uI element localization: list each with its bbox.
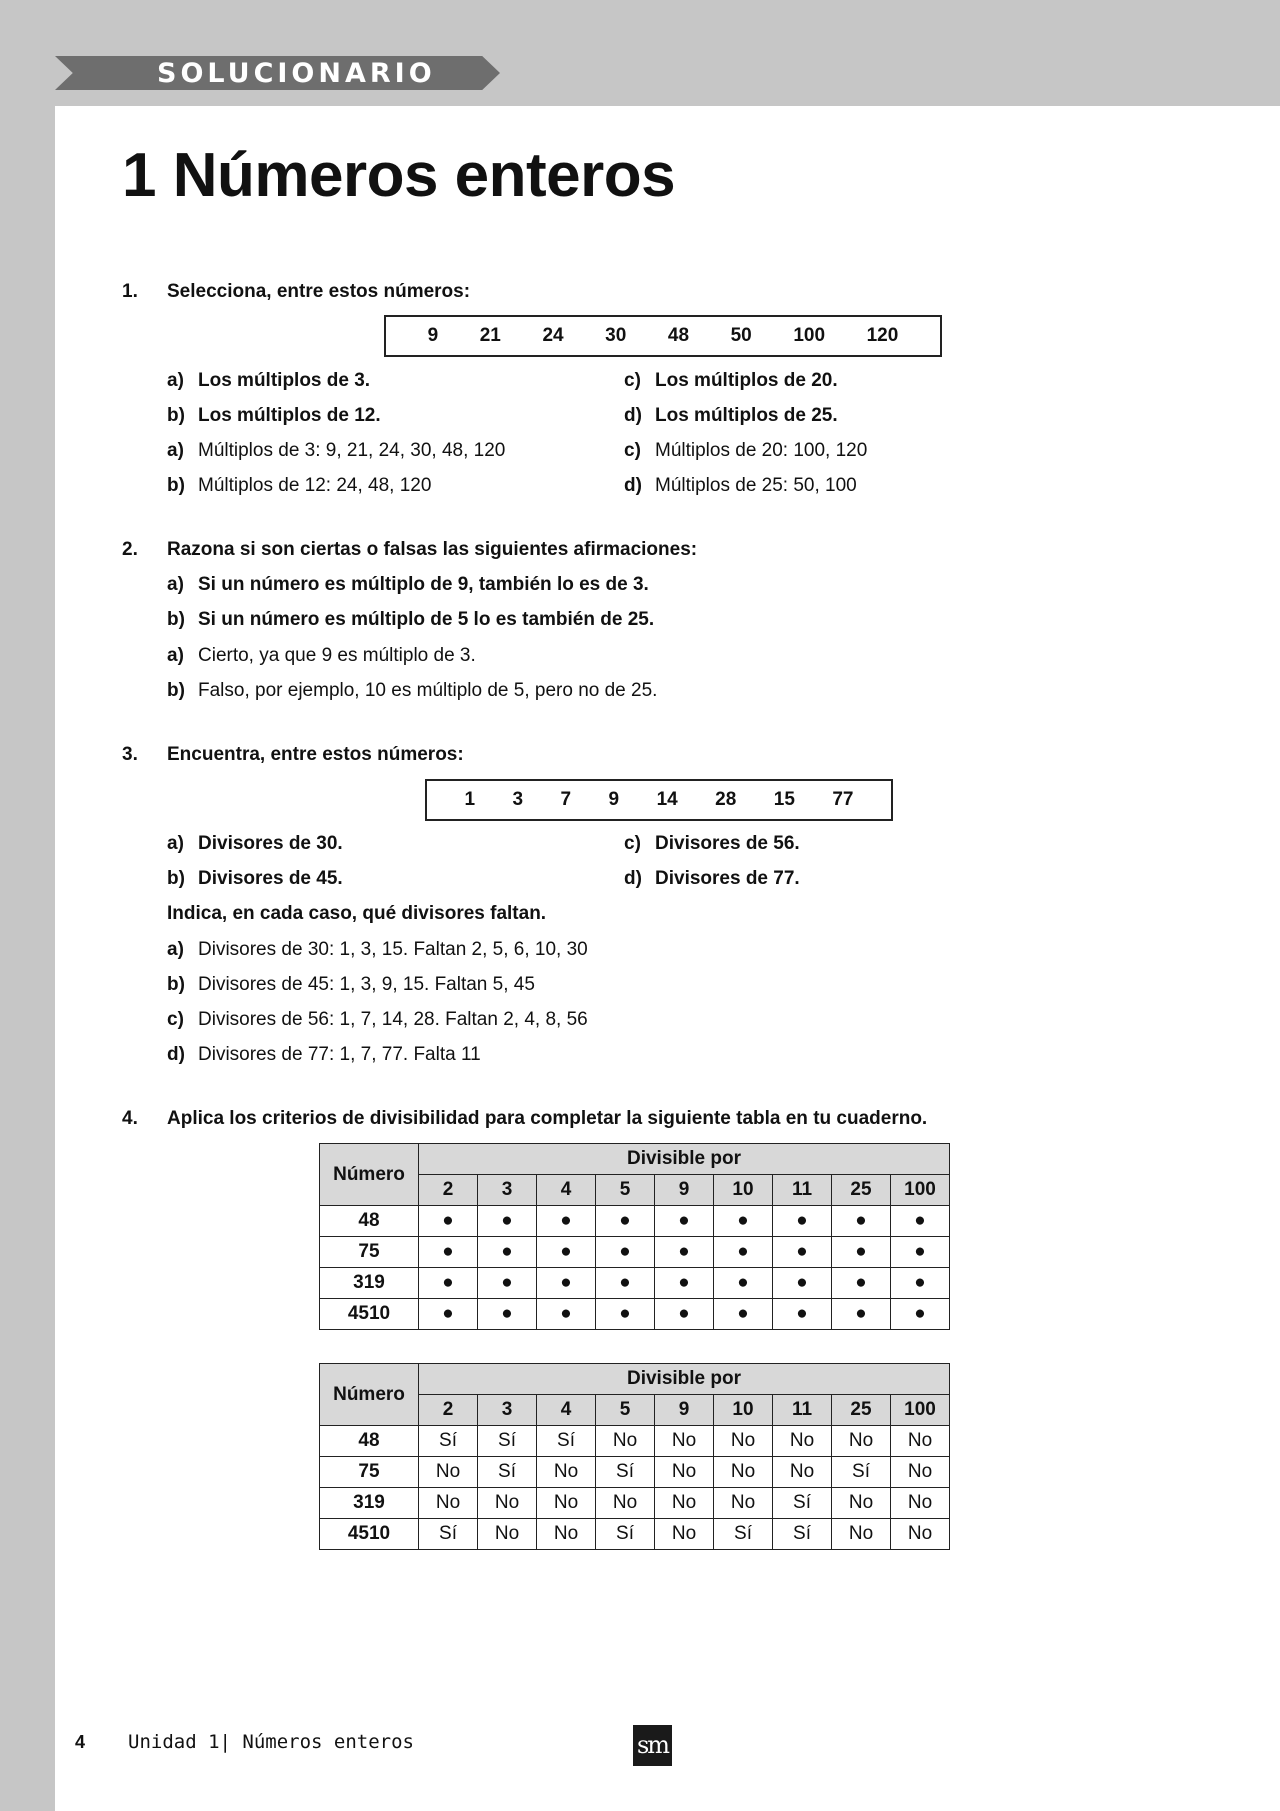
item-text: Divisores de 45. (198, 868, 343, 889)
answer-text: Múltiplos de 3: 9, 21, 24, 30, 48, 120 (198, 440, 506, 461)
blank-cell: ● (773, 1299, 832, 1330)
q3-prompt: Encuentra, entre estos números: (167, 744, 464, 765)
divisor-header: 100 (891, 1175, 950, 1206)
blank-cell: ● (891, 1299, 950, 1330)
blank-cell: ● (714, 1268, 773, 1299)
q1-item-c (624, 370, 838, 392)
divisor-header: 5 (596, 1395, 655, 1426)
answer-cell: No (596, 1488, 655, 1519)
q3-number-item: 15 (773, 789, 795, 810)
answer-label: a) (167, 645, 184, 666)
blank-cell: ● (537, 1299, 596, 1330)
divisor-header: 25 (832, 1175, 891, 1206)
answer-cell: Sí (773, 1519, 832, 1550)
blank-cell: ● (832, 1299, 891, 1330)
q3-number-item: 1 (464, 789, 476, 810)
blank-cell: ● (596, 1268, 655, 1299)
divisor-header: 2 (419, 1175, 478, 1206)
answer-text: Cierto, ya que 9 es múltiplo de 3. (198, 645, 476, 666)
q3-item-a (167, 833, 343, 855)
divisor-header: 9 (655, 1395, 714, 1426)
table-row (320, 1237, 950, 1268)
item-text: Los múltiplos de 20. (655, 370, 838, 391)
table-row (320, 1457, 950, 1488)
item-label: a) (167, 370, 184, 391)
answer-cell: No (655, 1426, 714, 1457)
item-text: Si un número es múltiplo de 5 lo es también de 25. (198, 609, 655, 630)
row-number: 75 (320, 1237, 419, 1268)
q3-answer-d (167, 1044, 481, 1066)
item-label: a) (167, 833, 184, 854)
divisor-header: 5 (596, 1175, 655, 1206)
q3-answer-c (167, 1009, 588, 1031)
answer-text: Múltiplos de 20: 100, 120 (655, 440, 868, 461)
divisor-header: 25 (832, 1395, 891, 1426)
q3-answer-a (167, 939, 588, 961)
table-row (320, 1206, 950, 1237)
divisor-header: 11 (773, 1175, 832, 1206)
answer-cell: No (714, 1426, 773, 1457)
answer-cell: No (655, 1457, 714, 1488)
q2-prompt: Razona si son ciertas o falsas las siguientes afirmaciones: (167, 539, 698, 560)
q3-number-item: 77 (832, 789, 854, 810)
col-header-divisible: Divisible por (419, 1364, 950, 1395)
item-label: d) (624, 868, 642, 889)
q3-item-b (167, 868, 343, 890)
q1-answer-c (624, 440, 867, 462)
item-label: a) (167, 574, 184, 595)
q2-answer-a (167, 645, 476, 667)
q3-item-d (624, 868, 800, 890)
col-header-divisible: Divisible por (419, 1144, 950, 1175)
q2-item-b (167, 609, 654, 631)
answer-cell: No (419, 1457, 478, 1488)
answer-cell: No (537, 1488, 596, 1519)
divisor-header: 10 (714, 1395, 773, 1426)
item-label: c) (624, 833, 641, 854)
answer-cell: No (537, 1457, 596, 1488)
q3-number: 3. (122, 744, 138, 765)
blank-cell: ● (478, 1206, 537, 1237)
q4-prompt: Aplica los criterios de divisibilidad para completar la siguiente tabla en tu cuaderno. (167, 1108, 928, 1129)
q1-item-a (167, 370, 370, 392)
answer-text: Divisores de 77: 1, 7, 77. Falta 11 (198, 1044, 481, 1065)
blank-cell: ● (596, 1206, 655, 1237)
blank-cell: ● (891, 1237, 950, 1268)
unit-label: Unidad 1| Números enteros (128, 1731, 414, 1753)
q3-answer-b (167, 974, 535, 996)
answer-label: a) (167, 440, 184, 461)
answer-cell: No (596, 1426, 655, 1457)
answer-label: d) (167, 1044, 185, 1065)
col-header-numero: Número (320, 1144, 419, 1206)
sm-logo: sm (633, 1725, 672, 1766)
blank-cell: ● (655, 1299, 714, 1330)
q2-answer-b (167, 680, 657, 702)
blank-cell: ● (419, 1237, 478, 1268)
blank-cell: ● (832, 1206, 891, 1237)
blank-cell: ● (773, 1206, 832, 1237)
q3-number-item: 14 (656, 789, 678, 810)
row-number: 48 (320, 1426, 419, 1457)
answer-cell: No (891, 1426, 950, 1457)
blank-cell: ● (537, 1237, 596, 1268)
q3-item-c (624, 833, 800, 855)
answer-cell: Sí (773, 1488, 832, 1519)
q1-prompt: Selecciona, entre estos números: (167, 281, 471, 302)
item-text: Divisores de 77. (655, 868, 800, 889)
q1-number-item: 50 (730, 325, 752, 346)
q3-subprompt: Indica, en cada caso, qué divisores faltan. (167, 903, 547, 924)
divisor-header: 2 (419, 1395, 478, 1426)
answer-text: Divisores de 56: 1, 7, 14, 28. Faltan 2, 4, 8, 56 (198, 1009, 588, 1030)
table-row (320, 1426, 950, 1457)
q1-item-d (624, 405, 838, 427)
q3-number-item: 3 (512, 789, 524, 810)
answer-cell: No (419, 1488, 478, 1519)
row-number: 75 (320, 1457, 419, 1488)
answer-cell: No (714, 1457, 773, 1488)
col-header-numero: Número (320, 1364, 419, 1426)
answer-label: d) (624, 475, 642, 496)
blank-cell: ● (537, 1206, 596, 1237)
blank-cell: ● (655, 1237, 714, 1268)
row-number: 4510 (320, 1299, 419, 1330)
table-row (320, 1268, 950, 1299)
q1-number: 1. (122, 281, 138, 302)
q1-number-item: 48 (667, 325, 690, 346)
answer-cell: No (773, 1457, 832, 1488)
q3-number-box (425, 779, 893, 821)
table-row (320, 1299, 950, 1330)
item-text: Los múltiplos de 25. (655, 405, 838, 426)
row-number: 4510 (320, 1519, 419, 1550)
q1-item-b (167, 405, 381, 427)
item-text: Divisores de 30. (198, 833, 343, 854)
answer-cell: Sí (596, 1457, 655, 1488)
divisor-header: 11 (773, 1395, 832, 1426)
q1-answer-d (624, 475, 857, 497)
answer-text: Falso, por ejemplo, 10 es múltiplo de 5, pero no de 25. (198, 680, 658, 701)
blank-cell: ● (419, 1299, 478, 1330)
blank-cell: ● (714, 1206, 773, 1237)
answer-cell: No (891, 1488, 950, 1519)
answer-text: Divisores de 30: 1, 3, 15. Faltan 2, 5, 6, 10, 30 (198, 939, 588, 960)
q4-number: 4. (122, 1108, 138, 1129)
item-label: b) (167, 868, 185, 889)
answer-cell: No (478, 1488, 537, 1519)
divisor-header: 9 (655, 1175, 714, 1206)
q1-number-item: 24 (542, 325, 564, 346)
item-text: Si un número es múltiplo de 9, también lo es de 3. (198, 574, 649, 595)
divisor-header: 3 (478, 1175, 537, 1206)
q3-number-item: 7 (560, 789, 572, 810)
item-label: b) (167, 405, 185, 426)
q3-number-item: 28 (715, 789, 737, 810)
answer-cell: No (714, 1488, 773, 1519)
blank-cell: ● (891, 1206, 950, 1237)
answer-text: Múltiplos de 25: 50, 100 (655, 475, 857, 496)
answer-label: b) (167, 680, 185, 701)
blank-cell: ● (714, 1237, 773, 1268)
item-label: d) (624, 405, 642, 426)
item-text: Los múltiplos de 3. (198, 370, 371, 391)
q1-answer-b (167, 475, 431, 497)
divisibility-table-answers (319, 1363, 950, 1550)
answer-label: a) (167, 939, 184, 960)
divisor-header: 10 (714, 1175, 773, 1206)
answer-cell: No (832, 1488, 891, 1519)
answer-cell: Sí (596, 1519, 655, 1550)
blank-cell: ● (419, 1268, 478, 1299)
item-text: Los múltiplos de 12. (198, 405, 381, 426)
answer-cell: No (832, 1426, 891, 1457)
q1-number-item: 9 (427, 325, 439, 346)
row-number: 319 (320, 1268, 419, 1299)
q1-number-box (384, 315, 942, 357)
item-text: Divisores de 56. (655, 833, 800, 854)
blank-cell: ● (773, 1268, 832, 1299)
answer-cell: No (891, 1457, 950, 1488)
blank-cell: ● (773, 1237, 832, 1268)
divisibility-table-blank (319, 1143, 950, 1330)
answer-cell: Sí (419, 1426, 478, 1457)
answer-label: c) (167, 1009, 184, 1030)
blank-cell: ● (478, 1268, 537, 1299)
answer-label: c) (624, 440, 641, 461)
answer-text: Divisores de 45: 1, 3, 9, 15. Faltan 5, 45 (198, 974, 535, 995)
row-number: 48 (320, 1206, 419, 1237)
blank-cell: ● (596, 1299, 655, 1330)
answer-cell: Sí (832, 1457, 891, 1488)
blank-cell: ● (832, 1268, 891, 1299)
blank-cell: ● (714, 1299, 773, 1330)
answer-cell: No (773, 1426, 832, 1457)
answer-cell: No (537, 1519, 596, 1550)
q2-item-a (167, 574, 649, 596)
answer-cell: Sí (714, 1519, 773, 1550)
blank-cell: ● (478, 1237, 537, 1268)
header-banner-label: SOLUCIONARIO (157, 58, 436, 89)
q2-number: 2. (122, 539, 138, 560)
answer-cell: Sí (537, 1426, 596, 1457)
divisor-header: 100 (891, 1395, 950, 1426)
blank-cell: ● (655, 1206, 714, 1237)
blank-cell: ● (537, 1268, 596, 1299)
divisor-header: 4 (537, 1395, 596, 1426)
q1-number-item: 21 (479, 325, 501, 346)
item-label: b) (167, 609, 185, 630)
answer-label: b) (167, 974, 185, 995)
answer-cell: No (891, 1519, 950, 1550)
divisor-header: 3 (478, 1395, 537, 1426)
answer-label: b) (167, 475, 185, 496)
table-row (320, 1488, 950, 1519)
q1-number-item: 30 (605, 325, 627, 346)
q1-answer-a (167, 440, 505, 462)
page-number: 4 (75, 1732, 86, 1752)
answer-cell: No (655, 1519, 714, 1550)
item-label: c) (624, 370, 641, 391)
answer-cell: Sí (478, 1457, 537, 1488)
blank-cell: ● (891, 1268, 950, 1299)
q3-number-item: 9 (608, 789, 620, 810)
blank-cell: ● (655, 1268, 714, 1299)
answer-cell: Sí (419, 1519, 478, 1550)
blank-cell: ● (832, 1237, 891, 1268)
answer-cell: No (832, 1519, 891, 1550)
blank-cell: ● (419, 1206, 478, 1237)
row-number: 319 (320, 1488, 419, 1519)
answer-cell: Sí (478, 1426, 537, 1457)
table-row (320, 1519, 950, 1550)
divisor-header: 4 (537, 1175, 596, 1206)
q1-number-item: 120 (866, 325, 899, 346)
q1-number-item: 100 (793, 325, 826, 346)
page-title: 1 Números enteros (122, 141, 676, 210)
blank-cell: ● (596, 1237, 655, 1268)
answer-text: Múltiplos de 12: 24, 48, 120 (198, 475, 432, 496)
blank-cell: ● (478, 1299, 537, 1330)
answer-cell: No (655, 1488, 714, 1519)
answer-cell: No (478, 1519, 537, 1550)
